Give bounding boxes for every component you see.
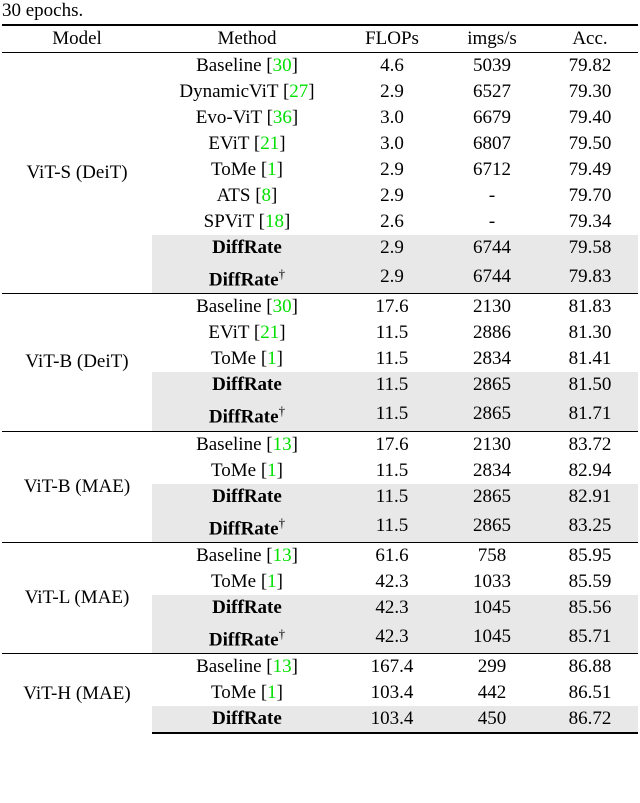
citation-link[interactable]: 13 — [272, 433, 292, 455]
method-cell — [152, 235, 342, 261]
results-table — [2, 24, 638, 734]
citation-link[interactable]: 13 — [272, 656, 292, 678]
dagger-marker: † — [278, 403, 286, 419]
accuracy-cell: 81.83 — [542, 294, 638, 321]
imgs-per-sec-cell: 758 — [442, 542, 542, 569]
col-header-method: Method — [152, 25, 342, 53]
imgs-per-sec-cell: 2130 — [442, 431, 542, 458]
accuracy-cell: 81.50 — [542, 372, 638, 398]
accuracy-cell: 83.25 — [542, 510, 638, 543]
citation-link[interactable]: 21 — [260, 322, 280, 344]
flops-cell: 42.3 — [375, 570, 409, 592]
col-header-acc: Acc. — [542, 25, 638, 53]
model-name-cell: ViT-B (MAE) — [2, 431, 152, 542]
method-label: DynamicViT — [179, 81, 279, 102]
table-row — [2, 53, 638, 80]
method-label: ATS — [216, 185, 251, 206]
flops-cell: 17.6 — [342, 431, 442, 458]
accuracy-cell: 79.50 — [568, 133, 612, 154]
accuracy-cell: 79.83 — [542, 261, 638, 294]
flops-cell: 2.9 — [342, 261, 442, 294]
dagger-marker: † — [278, 625, 286, 641]
method-label: ToMe — [210, 159, 257, 180]
accuracy-cell: 81.41 — [568, 348, 612, 370]
method-cell — [152, 372, 342, 398]
citation-link[interactable]: 1 — [267, 570, 277, 592]
imgs-per-sec-cell: 2834 — [473, 459, 511, 481]
method-cell: ToMe [1] — [210, 682, 283, 704]
method-cell — [152, 510, 342, 543]
citation-link[interactable]: 13 — [272, 544, 292, 566]
flops-cell: 167.4 — [342, 654, 442, 681]
method-label: DiffRate — [208, 406, 279, 428]
flops-cell: 2.9 — [380, 185, 404, 206]
col-header-imgs: imgs/s — [442, 25, 542, 53]
method-cell: Baseline [13] — [152, 542, 342, 569]
accuracy-cell: 79.49 — [568, 159, 612, 180]
col-header-flops: FLOPs — [342, 25, 442, 53]
method-label: DiffRate — [212, 708, 282, 730]
method-label: ToMe — [210, 570, 257, 592]
method-label: DiffRate — [208, 269, 279, 291]
imgs-per-sec-cell: 2865 — [442, 372, 542, 398]
flops-cell: 2.9 — [380, 159, 404, 180]
method-cell — [152, 706, 342, 733]
imgs-per-sec-cell: 442 — [477, 682, 507, 704]
model-name-cell: ViT-L (MAE) — [2, 542, 152, 653]
imgs-per-sec-cell: 299 — [442, 654, 542, 681]
accuracy-cell: 79.34 — [568, 211, 612, 232]
citation-link[interactable]: 8 — [261, 185, 272, 206]
method-label: DiffRate — [212, 374, 282, 396]
citation-link[interactable]: 1 — [267, 348, 277, 370]
method-cell — [152, 621, 342, 654]
imgs-per-sec-cell: 2834 — [473, 348, 511, 370]
flops-cell: 11.5 — [375, 459, 409, 481]
imgs-per-sec-cell: 1033 — [473, 570, 511, 592]
method-label: DiffRate — [212, 596, 282, 618]
accuracy-cell: 81.71 — [542, 398, 638, 431]
flops-cell: 2.9 — [380, 81, 404, 102]
dagger-marker: † — [278, 266, 286, 281]
method-label: Baseline — [196, 433, 262, 455]
col-header-model: Model — [2, 25, 152, 53]
imgs-per-sec-cell: 1045 — [442, 621, 542, 654]
accuracy-cell: 82.94 — [568, 459, 612, 481]
flops-cell: 11.5 — [342, 398, 442, 431]
method-cell — [152, 484, 342, 510]
imgs-per-sec-cell: - — [488, 185, 496, 206]
imgs-per-sec-cell: 6807 — [473, 133, 511, 154]
method-cell — [152, 398, 342, 431]
method-cell: ATS [8] — [216, 185, 278, 206]
method-label: DiffRate — [212, 237, 282, 258]
citation-link[interactable]: 21 — [260, 133, 280, 154]
header-row — [2, 25, 638, 53]
citation-link[interactable]: 1 — [267, 159, 277, 180]
method-cell: DynamicViT [27] — [179, 81, 315, 102]
method-cell — [152, 261, 342, 294]
citation-link[interactable]: 1 — [267, 682, 277, 704]
accuracy-cell: 82.91 — [542, 484, 638, 510]
citation-link[interactable]: 30 — [272, 296, 292, 318]
method-label: ToMe — [210, 682, 257, 704]
table-row — [2, 542, 638, 569]
method-cell: SPViT [18] — [203, 211, 291, 232]
flops-cell: 17.6 — [342, 294, 442, 321]
table-header — [2, 25, 638, 53]
flops-cell: 3.0 — [380, 133, 404, 154]
method-label: SPViT — [203, 211, 254, 232]
accuracy-cell: 81.30 — [568, 322, 612, 344]
table-caption-tail: 30 epochs. — [2, 0, 84, 21]
method-label: ToMe — [210, 348, 257, 370]
citation-link[interactable]: 1 — [267, 459, 277, 481]
method-cell — [152, 595, 342, 621]
citation-link[interactable]: 18 — [265, 211, 284, 232]
method-label: Baseline — [196, 544, 262, 566]
method-cell: Baseline [30] — [152, 53, 342, 80]
imgs-per-sec-cell: 2865 — [442, 484, 542, 510]
method-label: Baseline — [196, 55, 262, 76]
method-cell: EViT [21] — [208, 133, 286, 154]
flops-cell: 4.6 — [342, 53, 442, 80]
flops-cell: 3.0 — [380, 107, 404, 128]
method-label: DiffRate — [208, 629, 279, 651]
imgs-per-sec-cell: 5039 — [442, 53, 542, 80]
method-cell: ToMe [1] — [210, 159, 283, 180]
method-label: DiffRate — [212, 485, 282, 507]
method-cell: Evo-ViT [36] — [195, 107, 299, 128]
imgs-per-sec-cell: 6679 — [473, 107, 511, 128]
flops-cell: 11.5 — [375, 348, 409, 370]
flops-cell: 11.5 — [342, 510, 442, 543]
method-cell: Baseline [13] — [152, 431, 342, 458]
imgs-per-sec-cell: 1045 — [442, 595, 542, 621]
imgs-per-sec-cell: - — [488, 211, 496, 232]
method-label: Evo-ViT — [195, 107, 262, 128]
flops-cell: 103.4 — [342, 706, 442, 733]
model-name-cell: ViT-B (DeiT) — [2, 294, 152, 431]
imgs-per-sec-cell: 6744 — [442, 235, 542, 261]
accuracy-cell: 79.82 — [542, 53, 638, 80]
imgs-per-sec-cell: 450 — [442, 706, 542, 733]
accuracy-cell: 85.95 — [542, 542, 638, 569]
dagger-marker: † — [278, 514, 286, 530]
method-cell: ToMe [1] — [210, 570, 283, 592]
accuracy-cell: 79.70 — [568, 185, 612, 206]
method-label: Baseline — [196, 656, 262, 678]
imgs-per-sec-cell: 6712 — [473, 159, 511, 180]
flops-cell: 61.6 — [342, 542, 442, 569]
accuracy-cell: 85.71 — [542, 621, 638, 654]
method-label: DiffRate — [208, 517, 279, 539]
table-body — [2, 53, 638, 734]
accuracy-cell: 85.56 — [542, 595, 638, 621]
table-row — [2, 294, 638, 321]
method-label: Baseline — [196, 296, 262, 318]
flops-cell: 103.4 — [370, 682, 414, 704]
table-row — [2, 654, 638, 681]
flops-cell: 11.5 — [342, 484, 442, 510]
flops-cell: 2.9 — [342, 235, 442, 261]
method-cell: ToMe [1] — [210, 348, 283, 370]
flops-cell: 42.3 — [342, 621, 442, 654]
flops-cell: 42.3 — [342, 595, 442, 621]
method-label: ToMe — [210, 459, 257, 481]
accuracy-cell: 79.30 — [568, 81, 612, 102]
accuracy-cell: 79.58 — [542, 235, 638, 261]
imgs-per-sec-cell: 2865 — [442, 510, 542, 543]
accuracy-cell: 86.51 — [568, 682, 612, 704]
imgs-per-sec-cell: 2865 — [442, 398, 542, 431]
method-cell: Baseline [13] — [152, 654, 342, 681]
citation-link[interactable]: 36 — [272, 107, 292, 128]
method-label: EViT — [208, 322, 250, 344]
imgs-per-sec-cell: 2886 — [473, 322, 511, 344]
model-name-cell: ViT-S (DeiT) — [2, 53, 152, 294]
imgs-per-sec-cell: 6527 — [473, 81, 511, 102]
method-cell: Baseline [30] — [152, 294, 342, 321]
accuracy-cell: 85.59 — [568, 570, 612, 592]
accuracy-cell: 83.72 — [542, 431, 638, 458]
citation-link[interactable]: 30 — [272, 55, 292, 76]
method-cell: ToMe [1] — [210, 459, 283, 481]
method-cell: EViT [21] — [208, 322, 286, 344]
flops-cell: 11.5 — [342, 372, 442, 398]
imgs-per-sec-cell: 6744 — [442, 261, 542, 294]
imgs-per-sec-cell: 2130 — [442, 294, 542, 321]
flops-cell: 2.6 — [380, 211, 404, 232]
method-label: EViT — [208, 133, 250, 154]
flops-cell: 11.5 — [375, 322, 409, 344]
accuracy-cell: 86.72 — [542, 706, 638, 733]
table-row — [2, 431, 638, 458]
citation-link[interactable]: 27 — [289, 81, 309, 102]
model-name-cell: ViT-H (MAE) — [2, 654, 152, 734]
accuracy-cell: 79.40 — [568, 107, 612, 128]
accuracy-cell: 86.88 — [542, 654, 638, 681]
